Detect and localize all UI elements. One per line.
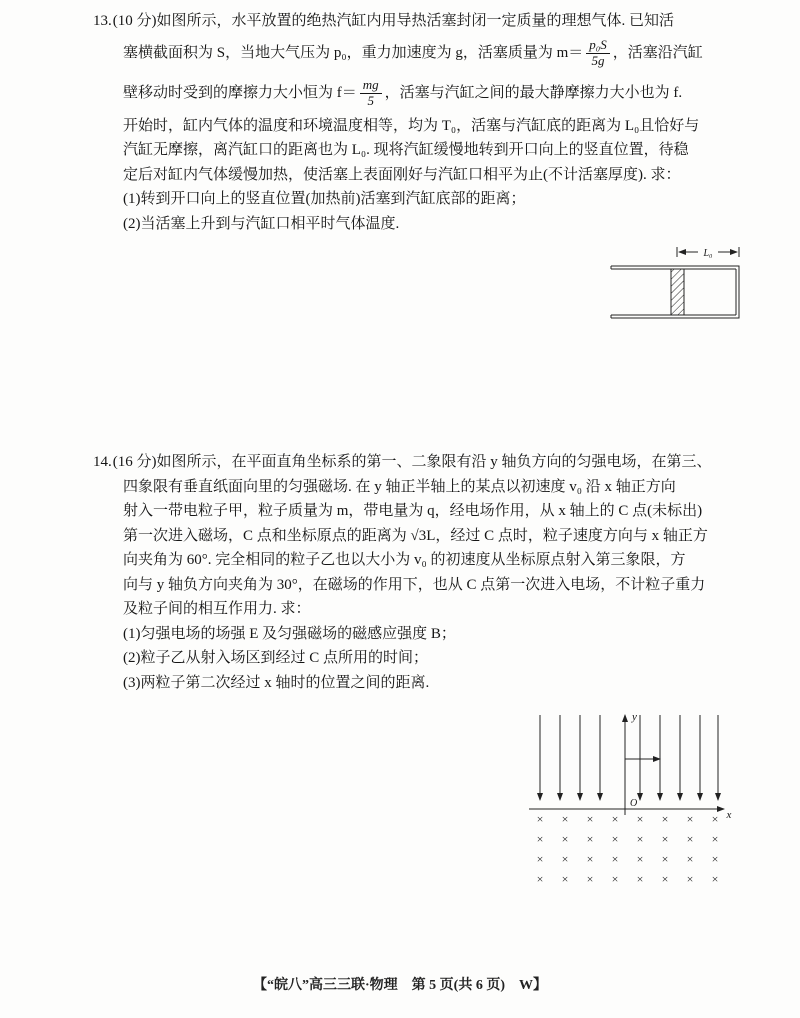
- problem-13-text-3b: ，活塞与汽缸之间的最大静摩擦力大小也为 f.: [384, 85, 683, 102]
- problem-13-text-1: (10 分)如图所示，水平放置的绝热汽缸内用导热活塞封闭一定质量的理想气体. 已知活: [112, 13, 674, 29]
- cross-mark: ×: [661, 832, 669, 846]
- cross-mark: ×: [586, 852, 594, 866]
- fraction-p0S-over-5g: [586, 38, 610, 69]
- x-axis-label: x: [726, 809, 732, 821]
- problem-13-question-2: (2)当活塞上升到与汽缸口相平时气体温度.: [123, 215, 400, 232]
- coordinate-diagram-svg: [527, 707, 739, 895]
- cross-mark: ×: [536, 812, 544, 826]
- cross-mark: ×: [711, 812, 719, 826]
- cross-mark: ×: [586, 832, 594, 846]
- coordinate-diagram: [527, 707, 739, 895]
- cross-mark: ×: [661, 812, 669, 826]
- problem-13: [93, 0, 769, 324]
- cross-mark: ×: [561, 832, 569, 846]
- problem-14-line-3: 射入一带电粒子甲，粒子质量为 m，带电量为 q，经电场作用，从 x 轴上的 C 点(未标出): [123, 503, 703, 519]
- cross-mark: ×: [536, 872, 544, 886]
- cross-mark: ×: [561, 852, 569, 866]
- cross-mark: ×: [661, 852, 669, 866]
- page-footer: 【“皖八”高三三联·物理 第 5 页(共 6 页) W】: [253, 978, 547, 993]
- electric-field-arrows: [540, 715, 718, 800]
- cross-mark: ×: [561, 872, 569, 886]
- cross-mark: ×: [611, 872, 619, 886]
- problem-13-line-6: 定后对缸内气体缓慢加热，使活塞上表面刚好与汽缸口相平为止(不计活塞厚度). 求：: [123, 166, 681, 183]
- problem-14-line-4: 第一次进入磁场，C 点和坐标原点的距离为 √3L，经过 C 点时，粒子速度方向与 x 轴正方: [123, 527, 708, 544]
- cross-mark: ×: [611, 832, 619, 846]
- cross-mark: ×: [536, 852, 544, 866]
- problem-13-number: 13.: [93, 13, 112, 29]
- problem-14: [93, 450, 769, 895]
- cross-mark: ×: [636, 872, 644, 886]
- cross-mark: ×: [686, 812, 694, 826]
- cross-mark: ×: [711, 852, 719, 866]
- problem-14-question-1: (1)匀强电场的场强 E 及匀强磁场的磁感应强度 B；: [123, 625, 456, 642]
- problem-13-text-3a: 壁移动时受到的摩擦力大小恒为 f＝: [123, 85, 357, 102]
- fraction-denominator: 5g: [591, 53, 605, 68]
- cross-mark: ×: [586, 812, 594, 826]
- cross-mark: ×: [711, 832, 719, 846]
- fraction-numerator: mg: [360, 78, 382, 94]
- magnetic-field-crosses: [537, 812, 719, 886]
- problem-14-number: 14.: [93, 454, 112, 470]
- problem-14-line-7: 及粒子间的相互作用力. 求：: [123, 601, 311, 617]
- problem-13-line-5: 汽缸无摩擦，离汽缸口的距离也为 L₀. 现将汽缸缓慢地转到开口向上的竖直位置，待稳: [123, 142, 689, 158]
- problem-13-line-4: 开始时，缸内气体的温度和环境温度相等，均为 T₀，活塞与汽缸底的距离为 L₀且恰好与: [123, 117, 700, 134]
- fraction-mg-over-5: [360, 78, 382, 109]
- problem-14-line-1: [93, 450, 769, 475]
- problem-13-text-2a: 塞横截面积为 S，当地大气压为 p₀，重力加速度为 g，活塞质量为 m＝: [123, 45, 584, 62]
- problem-13-line-3: [93, 74, 769, 114]
- cross-mark: ×: [686, 832, 694, 846]
- cross-mark: ×: [586, 872, 594, 886]
- fraction-denominator: 5: [367, 93, 374, 108]
- cross-mark: ×: [636, 812, 644, 826]
- problem-13-question-1: (1)转到开口向上的竖直位置(加热前)活塞到汽缸底部的距离；: [123, 191, 526, 207]
- problem-14-line-2: 四象限有垂直纸面向里的匀强磁场. 在 y 轴正半轴上的某点以初速度 v₀ 沿 x 轴正方向: [123, 478, 676, 495]
- origin-label: O: [630, 798, 638, 809]
- problem-14-question-3: (3)两粒子第二次经过 x 轴时的位置之间的距离.: [123, 674, 430, 691]
- problem-14-question-2: (2)粒子乙从射入场区到经过 C 点所用的时间；: [123, 650, 428, 666]
- problem-14-line-6: 向与 y 轴负方向夹角为 30°，在磁场的作用下，也从 C 点第一次进入电场，不计粒子重力: [123, 576, 706, 593]
- problem-13-line-1: [93, 9, 769, 34]
- cross-mark: ×: [661, 872, 669, 886]
- cross-mark: ×: [611, 852, 619, 866]
- cross-mark: ×: [686, 872, 694, 886]
- problem-13-line-2: [93, 34, 769, 74]
- problem-14-text-1: (16 分)如图所示，在平面直角坐标系的第一、二象限有沿 y 轴负方向的匀强电场，在第三、: [112, 454, 712, 470]
- cylinder-diagram-svg: [607, 244, 747, 324]
- fraction-numerator: p₀S: [586, 38, 610, 54]
- dimension-L0: [677, 247, 739, 259]
- y-axis-label: y: [632, 711, 637, 723]
- cross-mark: ×: [711, 872, 719, 886]
- problem-13-text-2b: ，活塞沿汽缸: [612, 45, 703, 62]
- cross-mark: ×: [611, 812, 619, 826]
- problem-14-line-5: 向夹角为 60°. 完全相同的粒子乙也以大小为 v₀ 的初速度从坐标原点射入第三象限，方: [123, 552, 686, 568]
- cross-mark: ×: [636, 852, 644, 866]
- cross-mark: ×: [536, 832, 544, 846]
- cross-mark: ×: [636, 832, 644, 846]
- dimension-label: L₀: [703, 248, 713, 259]
- piston: [671, 269, 684, 315]
- cylinder-diagram: [607, 244, 747, 324]
- cross-mark: ×: [561, 812, 569, 826]
- cross-mark: ×: [686, 852, 694, 866]
